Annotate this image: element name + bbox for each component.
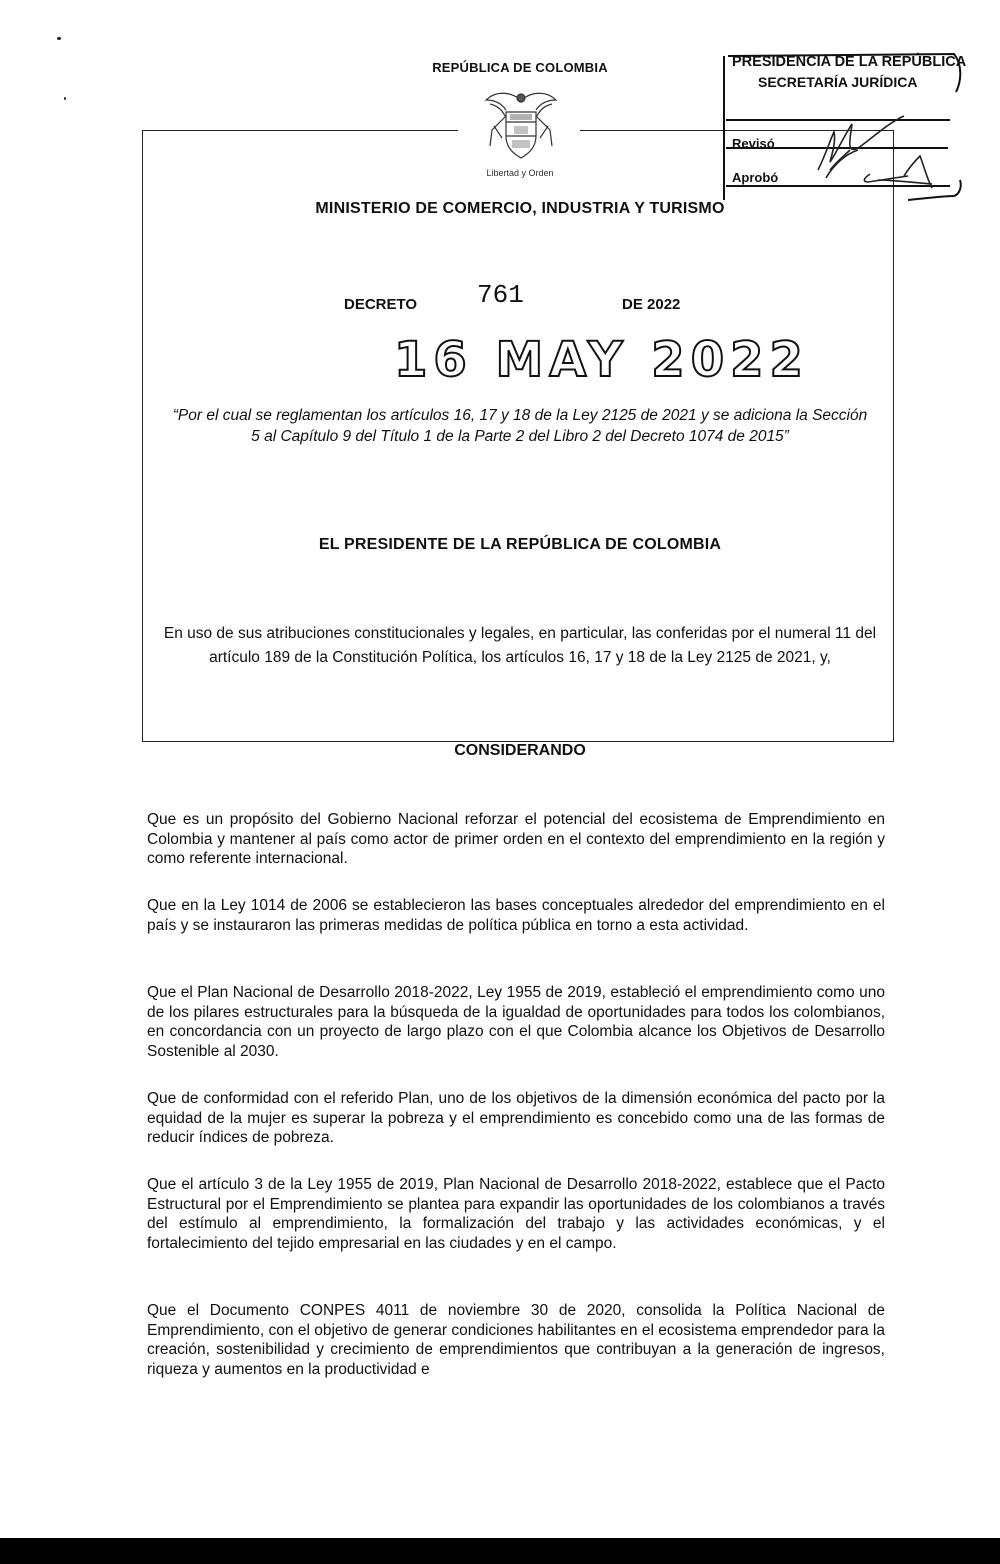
scan-speck [57, 37, 61, 40]
republic-heading: REPÚBLICA DE COLOMBIA [432, 60, 608, 75]
attributions-paragraph: En uso de sus atribuciones constitucionales y legales, en particular, las conferidas por el numeral 11 del artículo 189 de la Constitución Política, los artículos 16, 17 y 18 de la Ley 2125 de 2021, y, [163, 625, 877, 666]
decree-epigraph: “Por el cual se reglamentan los artículos 16, 17 y 18 de la Ley 2125 de 2021 y se adiciona la Sección 5 al Capítulo 9 del Título 1 de la Parte 2 del Libro 2 del Decreto 1074 de 2015” [172, 407, 868, 445]
considerando-heading: CONSIDERANDO [454, 742, 586, 759]
colombia-coat-of-arms-icon [478, 86, 564, 166]
ministry-heading: MINISTERIO DE COMERCIO, INDUSTRIA Y TURISMO [315, 200, 725, 217]
stamp-secretary-line: SECRETARÍA JURÍDICA [758, 74, 918, 90]
scan-speck [64, 97, 66, 100]
considerando-paragraph: Que es un propósito del Gobierno Nacional reforzar el potencial del ecosistema de Emprendimiento en Colombia y mantener al país como actor de primer orden en el contexto del emprendimiento en la región y como referente internacional. [147, 811, 885, 867]
approval-stamp [718, 50, 967, 210]
stamp-reviso-label: Revisó [732, 136, 775, 151]
considerando-paragraph: Que el Plan Nacional de Desarrollo 2018-2022, Ley 1955 de 2019, estableció el emprendimiento como uno de los pilares estructurales para la búsqueda de la igualdad de oportunidades para todos los colombianos, en concordancia con un proyecto de largo plazo con el que Colombia alcance los Objetivos de Desarrollo Sostenible al 2030. [147, 984, 885, 1060]
decree-number: 761 [477, 280, 524, 310]
stamp-presidency-line: PRESIDENCIA DE LA REPÚBLICA [732, 54, 967, 70]
president-heading: EL PRESIDENTE DE LA REPÚBLICA DE COLOMBIA [318, 536, 722, 553]
decree-label: DECRETO [344, 296, 418, 313]
scan-bottom-edge [0, 1538, 1000, 1564]
decree-year-label: DE 2022 [622, 296, 681, 313]
considerando-paragraph: Que el artículo 3 de la Ley 1955 de 2019, Plan Nacional de Desarrollo 2018-2022, establece que el Pacto Estructural por el Emprendimiento se plantea para expandir las oportunidades de los colombianos a través del estímulo al emprendimiento, la formalización del trabajo y las actividades económicas, y el fortalecimiento del tejido empresarial en las ciudades y en el campo. [147, 1176, 885, 1252]
considerando-paragraph: Que de conformidad con el referido Plan, uno de los objetivos de la dimensión económica del pacto por la equidad de la mujer es superar la pobreza y el emprendimiento es concebido como una de las formas de reducir índices de pobreza. [147, 1090, 885, 1146]
considerando-paragraph: Que en la Ley 1014 de 2006 se establecieron las bases conceptuales alrededor del emprendimiento en el país y se instauraron las primeras medidas de política pública en torno a esta actividad. [147, 897, 885, 934]
considerando-paragraph: Que el Documento CONPES 4011 de noviembre 30 de 2020, consolida la Política Nacional de Emprendimiento, con el objetivo de generar condiciones habilitantes en el ecosistema emprendedor para la creación, sostenibilidad y crecimiento de emprendimientos que contribuyan a la generación de ingresos, riqueza y aumentos en la productividad e [147, 1302, 885, 1378]
republic-motto: Libertad y Orden [486, 168, 554, 178]
stamp-aprobo-label: Aprobó [732, 170, 779, 185]
date-stamp: 16 MAY 2022 [394, 332, 809, 388]
